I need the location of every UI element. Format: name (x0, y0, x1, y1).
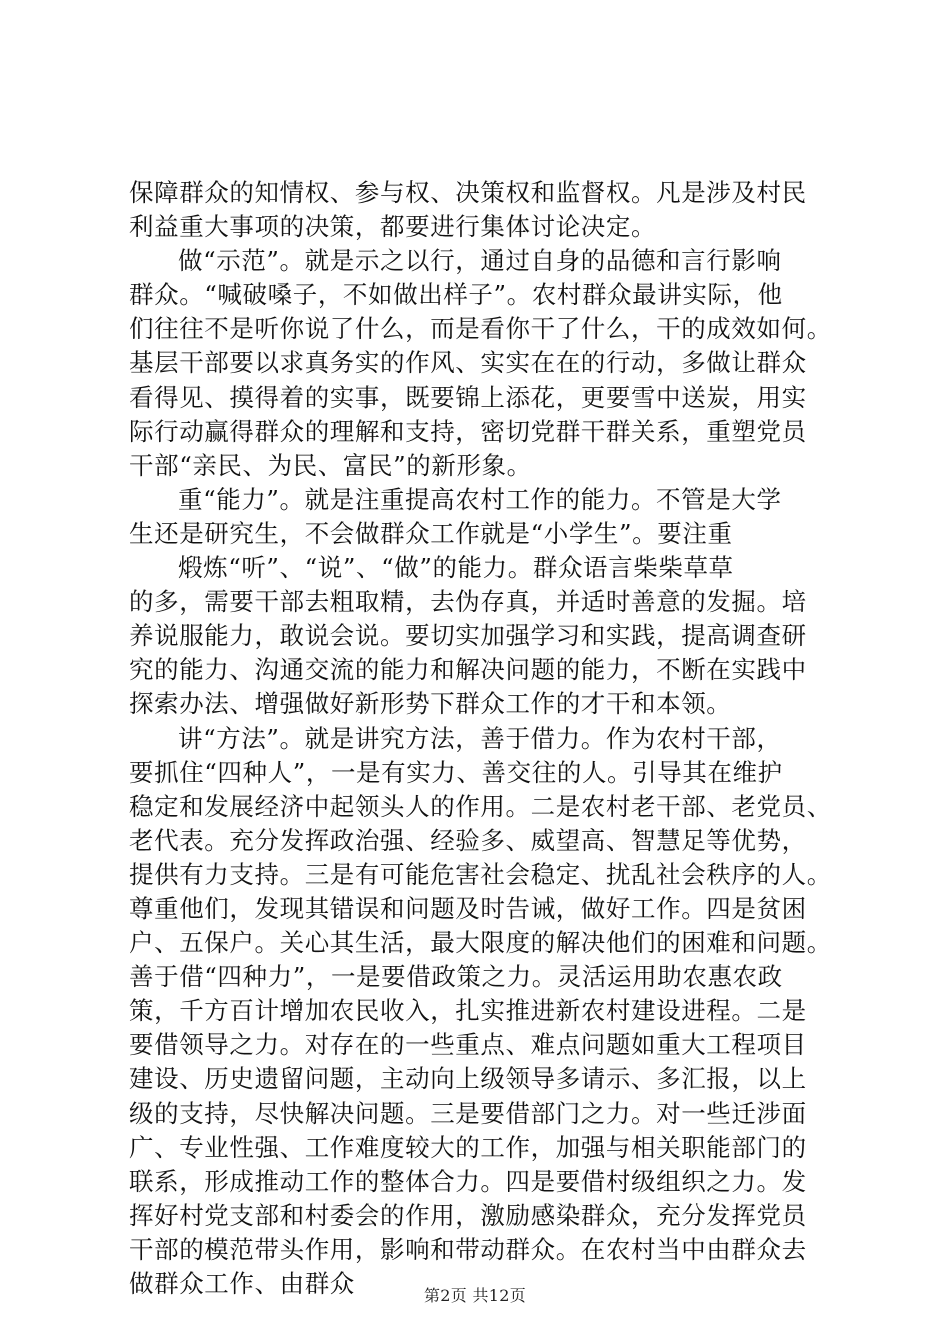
text-line: 级的支持，尽快解决问题。三是要借部门之力。对一些迁涉面 (129, 1098, 807, 1128)
text-line: 的多，需要干部去粗取精，去伪存真，并适时善意的发掘。培 (129, 587, 807, 617)
text-line: 稳定和发展经济中起领头人的作用。二是农村老干部、老党员、 (129, 791, 832, 821)
text-line: 究的能力、沟通交流的能力和解决问题的能力，不断在实践中 (129, 655, 807, 685)
text-line: 联系，形成推动工作的整体合力。四是要借村级组织之力。发 (129, 1166, 807, 1196)
text-line: 利益重大事项的决策，都要进行集体讨论决定。 (129, 212, 657, 242)
text-line: 际行动赢得群众的理解和支持，密切党群干群关系，重塑党员 (129, 416, 807, 446)
text-line: 干部的模范带头作用，影响和带动群众。在农村当中由群众去 (129, 1234, 807, 1264)
text-line: 要抓住“四种人”，一是有实力、善交往的人。引导其在维护 (129, 757, 783, 787)
text-line: 善于借“四种力”，一是要借政策之力。灵活运用助农惠农政 (129, 962, 783, 992)
text-line: 干部“亲民、为民、富民”的新形象。 (129, 450, 532, 480)
text-line: 煅炼“听”、“说”、“做”的能力。群众语言柴柴草草 (178, 553, 734, 583)
page-footer: 第2页 共12页 (423, 1286, 527, 1305)
text-line: 做“示范”。就是示之以行，通过自身的品德和言行影响 (178, 246, 782, 276)
text-line: 提供有力支持。三是有可能危害社会稳定、扰乱社会秩序的人。 (129, 859, 832, 889)
text-line: 重“能力”。就是注重提高农村工作的能力。不管是大学 (178, 484, 782, 514)
text-line: 老代表。充分发挥政治强、经验多、威望高、智慧足等优势， (129, 825, 807, 855)
text-line: 生还是研究生，不会做群众工作就是“小学生”。要注重 (129, 518, 733, 548)
text-line: 做群众工作、由群众 (129, 1269, 355, 1298)
text-line: 户、五保户。关心其生活，最大限度的解决他们的困难和问题。 (129, 928, 832, 958)
body-text (129, 176, 839, 1301)
text-line: 看得见、摸得着的实事，既要锦上添花，更要雪中送炭，用实 (129, 382, 807, 412)
text-line: 养说服能力，敢说会说。要切实加强学习和实践，提高调查研 (129, 621, 807, 651)
text-line: 探索办法、增强做好新形势下群众工作的才干和本领。 (129, 689, 732, 719)
text-line: 们往往不是听你说了什么，而是看你干了什么，干的成效如何。 (129, 314, 832, 344)
text-line: 保障群众的知情权、参与权、决策权和监督权。凡是涉及村民 (129, 178, 807, 207)
text-line: 讲“方法”。就是讲究方法，善于借力。作为农村干部， (178, 723, 782, 753)
text-line: 挥好村党支部和村委会的作用，激励感染群众，充分发挥党员 (129, 1200, 807, 1230)
text-line: 基层干部要以求真务实的作风、实实在在的行动，多做让群众 (129, 348, 807, 378)
text-line: 策，千方百计增加农民收入，扎实推进新农村建设进程。二是 (129, 996, 807, 1026)
text-line: 尊重他们，发现其错误和问题及时告诫，做好工作。四是贫困 (129, 893, 807, 923)
text-line: 广、专业性强、工作难度较大的工作，加强与相关职能部门的 (129, 1132, 807, 1162)
text-line: 建设、历史遗留问题，主动向上级领导多请示、多汇报，以上 (129, 1064, 807, 1094)
text-line: 群众。“喊破嗓子，不如做出样子”。农村群众最讲实际，他 (129, 280, 783, 310)
text-line: 要借领导之力。对存在的一些重点、难点问题如重大工程项目 (129, 1030, 807, 1060)
